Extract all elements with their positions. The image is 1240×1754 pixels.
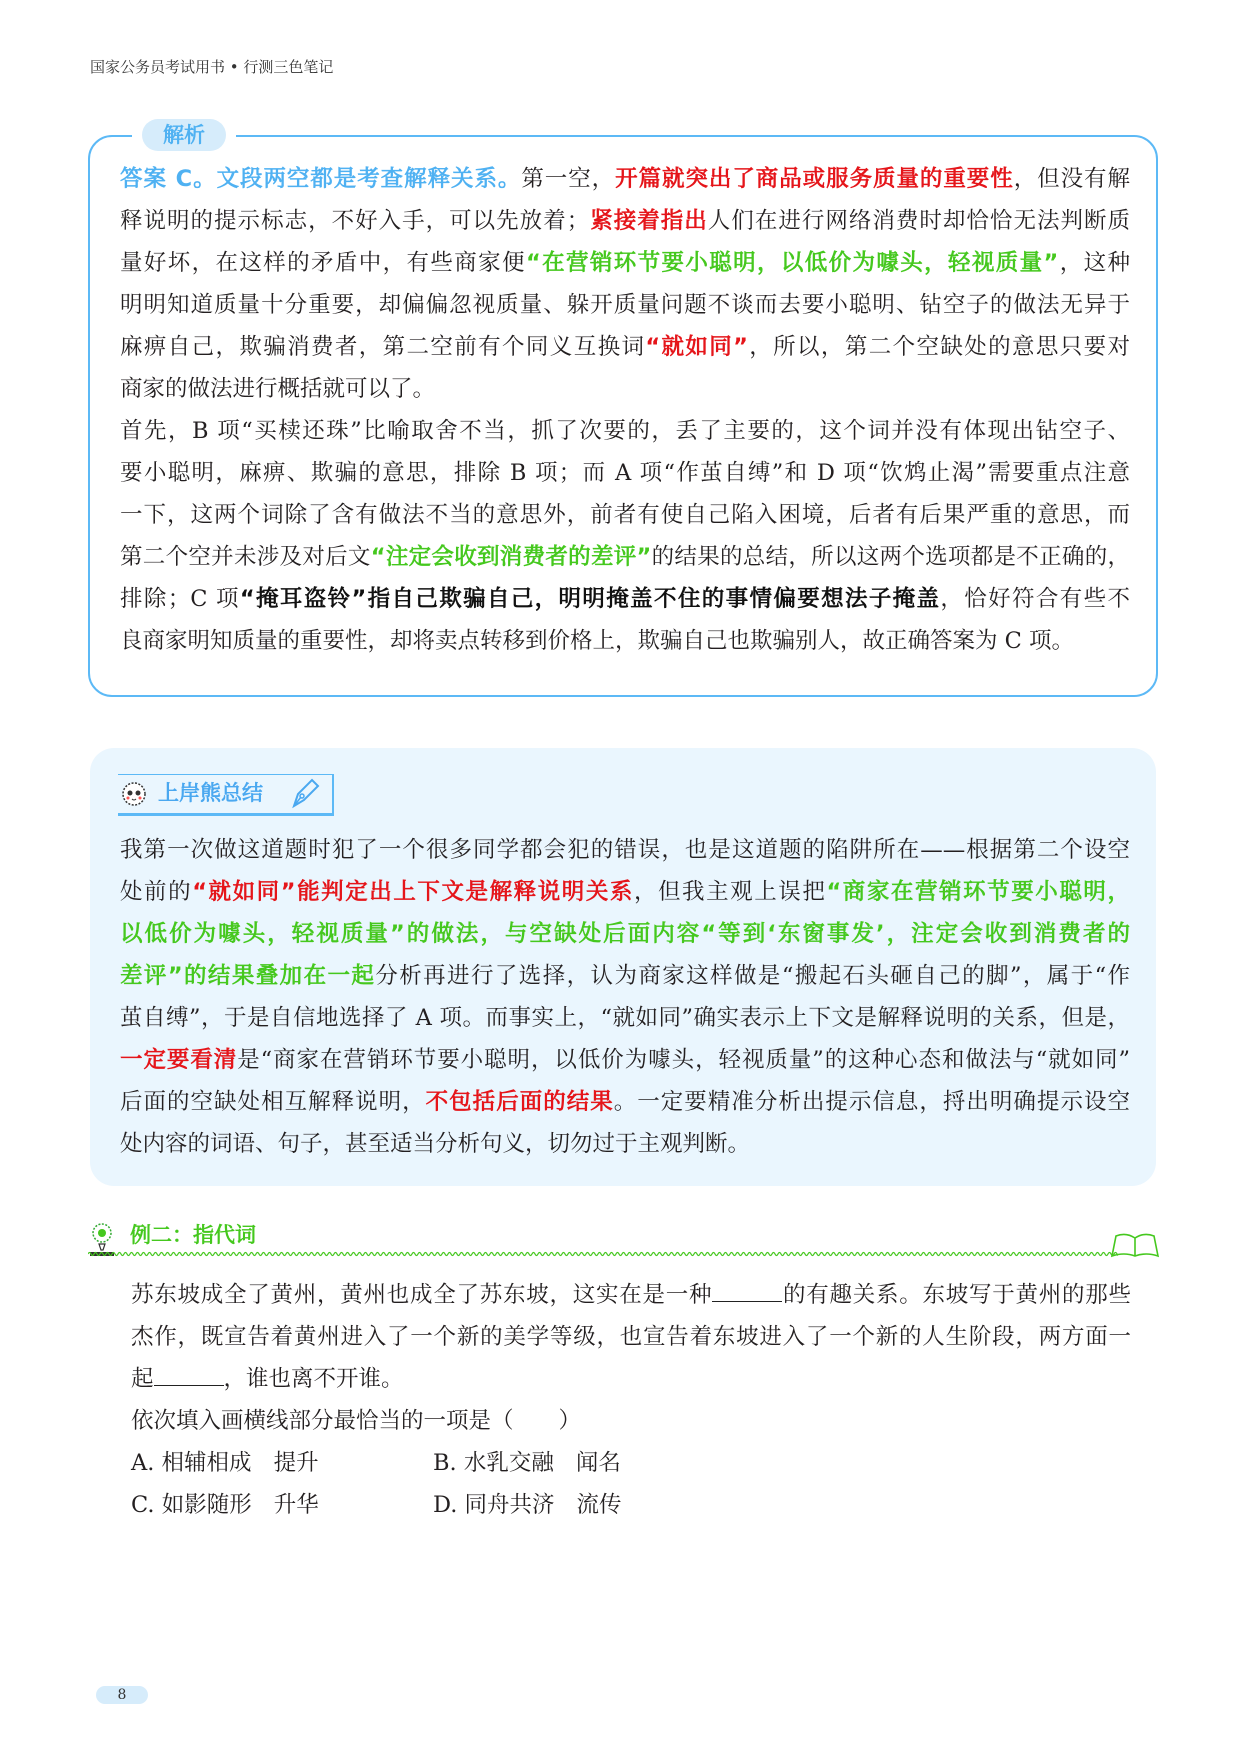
highlight-red: “就如同”能判定出上下文是解释说明关系: [192, 879, 634, 905]
analysis-label: [132, 118, 236, 152]
option-label: A. 相辅相成: [131, 1450, 252, 1476]
highlight-red: 紧接着指出: [589, 208, 708, 234]
page-number: 8: [96, 1686, 148, 1704]
option-label: C. 如影随形: [131, 1492, 252, 1518]
text-line: [120, 158, 1130, 200]
text-run: 排除；C 项: [120, 586, 240, 612]
text-run: 第二个空并未涉及对后文: [120, 544, 371, 570]
text-run: 麻痹自己，欺骗消费者，第二空前有个同义互换词: [120, 334, 646, 360]
analysis-text: [120, 158, 1130, 662]
stem-text: 苏东坡成全了黄州，黄州也成全了苏东坡，这实在是一种: [131, 1282, 713, 1308]
option-word: 升华: [273, 1492, 319, 1518]
pen-icon: [288, 776, 322, 810]
stem-text: ，谁也离不开谁。: [223, 1366, 404, 1392]
option-word: 提升: [273, 1450, 319, 1476]
example-title: 例二：指代词: [130, 1223, 256, 1247]
highlight-green: 以低价为噱头，轻视质量”的做法，与空缺处后面内容“等到‘东窗事发’，注定会收到消费者的: [120, 921, 1130, 947]
highlight-green: “在营销环节要小聪明，以低价为噱头，轻视质量”: [525, 250, 1059, 276]
highlight-red: 不包括后面的结果: [425, 1089, 614, 1115]
text-run: 明明知道质量十分重要，却偏偏忽视质量、躲开质量问题不谈而去要小聪明、钻空子的做法无异于: [120, 292, 1130, 318]
text-line: [120, 326, 1130, 368]
text-line: [120, 368, 1130, 410]
highlight-green: “商家在营销环节要小聪明，: [826, 879, 1130, 905]
text-run: 释说明的提示标志，不好入手，可以先放着；: [120, 208, 590, 234]
text-run: 一下，这两个词除了含有做法不当的意思外，前者有使自己陷入困境，后者有后果严重的意思，而: [120, 502, 1130, 528]
text-run: 首先，B 项“买椟还珠”比喻取舍不当，抓了次要的，丢了主要的，这个词并没有体现出钻空子、: [120, 418, 1130, 444]
text-run: 。一定要精准分析出提示信息，捋出明确提示设空: [613, 1089, 1130, 1115]
highlight-blue: 答案 C。文段两空都是考查解释关系。: [120, 166, 522, 192]
answer-blank-1: [712, 1275, 782, 1302]
text-line: [120, 955, 1130, 997]
stem-text: 起: [131, 1366, 154, 1392]
text-run: 人们在进行网络消费时却恰恰无法判断质: [707, 208, 1130, 234]
text-line: [120, 997, 1130, 1039]
text-run: 处前的: [120, 879, 193, 905]
text-line: [120, 242, 1130, 284]
text-run: 茧自缚”，于是自信地选择了 A 项。而事实上，“就如同”确实表示上下文是解释说明的关系，但是，: [120, 1005, 1130, 1031]
text-run: 量好坏，在这样的矛盾中，有些商家便: [120, 250, 526, 276]
text-run: ，这种: [1058, 250, 1130, 276]
highlight-green: “注定会收到消费者的差评”: [370, 544, 652, 570]
text-line: [120, 410, 1130, 452]
option-d: [433, 1484, 622, 1526]
analysis-label-text: 解析: [142, 119, 226, 151]
wavy-divider: [88, 1250, 1118, 1258]
text-line: [120, 871, 1130, 913]
option-word: 闻名: [575, 1450, 621, 1476]
open-book-icon: [1110, 1230, 1160, 1258]
text-line: [120, 578, 1130, 620]
bear-icon: [120, 779, 148, 807]
text-run: 第一空，: [521, 166, 616, 192]
stem-text: 的有趣关系。东坡写于黄州的那些: [782, 1282, 1131, 1308]
option-label: B. 水乳交融: [433, 1450, 554, 1476]
question-prompt: 依次填入画横线部分最恰当的一项是（ ）: [131, 1408, 582, 1434]
option-c: [131, 1484, 319, 1526]
text-line: [120, 1081, 1130, 1123]
text-line: [120, 1039, 1130, 1081]
option-a: [131, 1442, 319, 1484]
text-run: 处内容的词语、句子，甚至适当分析句义，切勿过于主观判断。: [120, 1131, 751, 1157]
text-line: [120, 536, 1130, 578]
highlight-green: 差评”的结果叠加在一起: [120, 963, 376, 989]
option-label: D. 同舟共济: [433, 1492, 555, 1518]
text-run: 良商家明知质量的重要性，却将卖点转移到价格上，欺骗自己也欺骗别人，故正确答案为 C 项。: [120, 628, 1075, 654]
text-run: ，恰好符合有些不: [940, 586, 1130, 612]
option-b: [433, 1442, 621, 1484]
text-line: [120, 284, 1130, 326]
summary-text: [120, 829, 1130, 1165]
text-line: [120, 913, 1130, 955]
text-run: 商家的做法进行概括就可以了。: [120, 376, 436, 402]
text-run: 是“商家在营销环节要小聪明，以低价为噱头，轻视质量”的这种心态和做法与“就如同”: [237, 1047, 1130, 1073]
highlight-red: 开篇就突出了商品或服务质量的重要性: [615, 166, 1014, 192]
text-line: [120, 620, 1130, 662]
option-word: 流传: [576, 1492, 622, 1518]
text-run: 我第一次做这道题时犯了一个很多同学都会犯的错误，也是这道题的陷阱所在——根据第二个设空: [120, 837, 1130, 863]
text-run: ，但没有解: [1013, 166, 1130, 192]
text-run: ，所以，第二个空缺处的意思只要对: [747, 334, 1130, 360]
text-run: 要小聪明，麻痹、欺骗的意思，排除 B 项；而 A 项“作茧自缚”和 D 项“饮鸩止渴”需要重点注意: [120, 460, 1130, 486]
text-line: [120, 200, 1130, 242]
text-run: 后面的空缺处相互解释说明，: [120, 1089, 426, 1115]
text-line: [120, 829, 1130, 871]
text-line: [120, 1123, 1130, 1165]
running-header: 国家公务员考试用书 • 行测三色笔记: [90, 58, 334, 76]
highlight-red: 一定要看清: [120, 1047, 238, 1073]
summary-title: 上岸熊总结: [158, 781, 263, 805]
highlight-bold: “掩耳盗铃”指自己欺骗自己，明明掩盖不住的事情偏要想法子掩盖: [239, 586, 941, 612]
highlight-red: “就如同”: [645, 334, 748, 360]
text-line: [120, 494, 1130, 536]
stem-text: 杰作，既宣告着黄州进入了一个新的美学等级，也宣告着东坡进入了一个新的人生阶段，两方面一: [131, 1324, 1131, 1350]
answer-blank-2: [154, 1359, 224, 1386]
text-run: 的结果的总结，所以这两个选项都是不正确的，: [651, 544, 1130, 570]
text-run: ，但我主观上误把: [633, 879, 827, 905]
text-line: [120, 452, 1130, 494]
question-stem: [131, 1274, 1131, 1442]
text-run: 分析再进行了选择，认为商家这样做是“搬起石头砸自己的脚”，属于“作: [375, 963, 1131, 989]
